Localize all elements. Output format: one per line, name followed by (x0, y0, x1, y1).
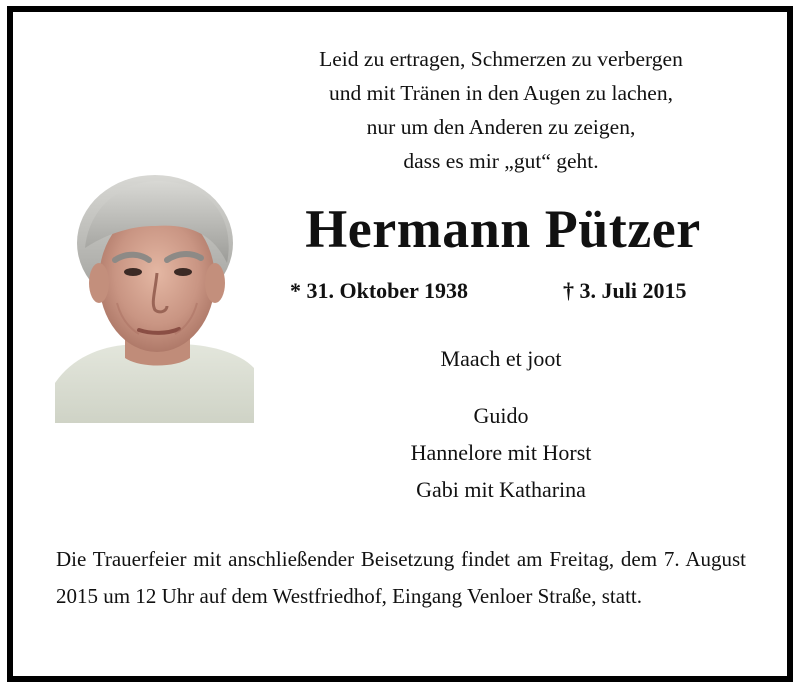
poem-line: Leid zu ertragen, Schmerzen zu verbergen (319, 47, 683, 71)
funeral-notice-text: Die Trauerfeier mit anschließender Beisetzung findet am Freitag, dem 7. August 2015 um 12 Uhr auf dem Westfriedhof, Eingang Venloer Straße, statt. (56, 547, 746, 608)
poem (258, 42, 744, 178)
poem-line: nur um den Anderen zu zeigen, (366, 115, 636, 139)
deceased-name: Hermann Pützer (305, 199, 701, 259)
family-member: Gabi mit Katharina (416, 477, 586, 502)
motto: Maach et joot (440, 346, 562, 371)
birth-date: * 31. Oktober 1938 (290, 278, 469, 303)
portrait-photo (55, 168, 254, 423)
family-member: Guido (473, 403, 529, 428)
family-member: Hannelore mit Horst (410, 440, 592, 465)
death-date: † 3. Juli 2015 (563, 278, 687, 303)
poem-line: dass es mir „gut“ geht. (403, 149, 599, 173)
funeral-notice (56, 541, 746, 615)
poem-line: und mit Tränen in den Augen zu lachen, (329, 81, 673, 105)
family-list (258, 397, 744, 508)
